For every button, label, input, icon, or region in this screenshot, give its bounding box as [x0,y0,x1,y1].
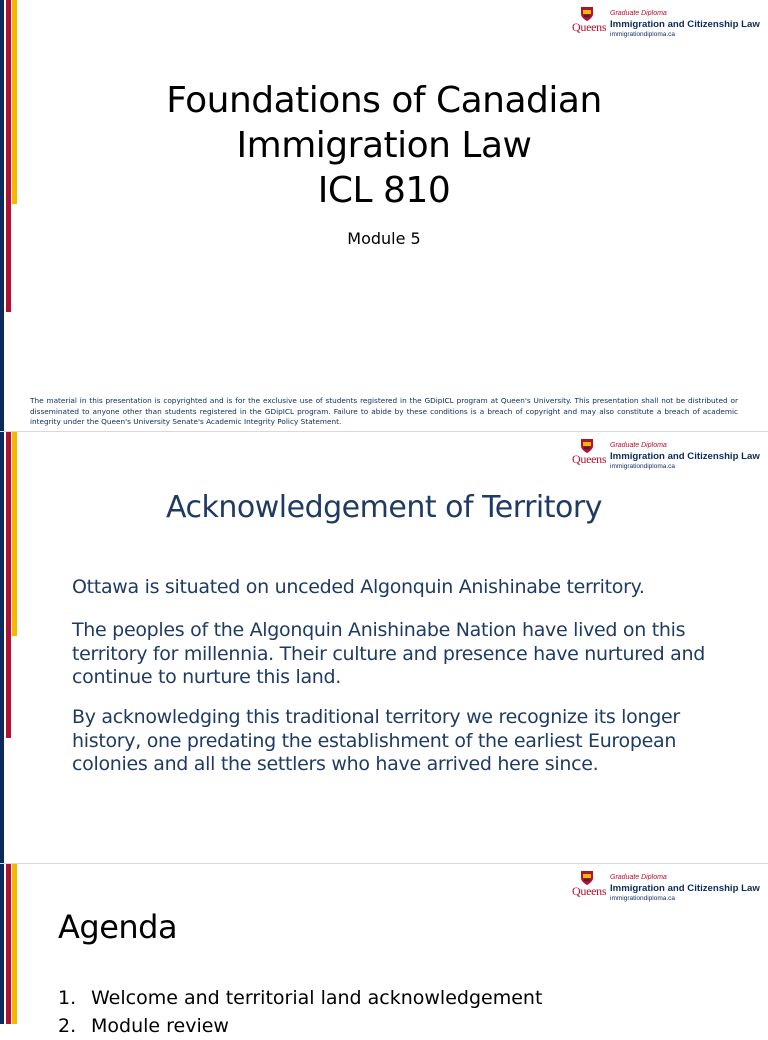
program-logo [572,868,762,918]
logo-url: immigrationdiploma.ca [610,31,676,38]
agenda-item-number: 2. [58,1015,77,1037]
agenda-item-text: Module review [91,1015,229,1037]
course-code: ICL 810 [317,170,451,211]
agenda-item [58,984,542,1012]
copyright-notice: The material in this presentation is copyrighted and is for the exclusive use of students registered in the GDipICL program at Queen's University. This presentation shall not be distributed or disseminated to anyone other than students registered in the GDipICL program. Failure to abide by these conditions is a breach of copyright and may also constitute a breach of academic integrity under the Queen's University Senate's Academic Integrity Policy Statement. [30,396,738,426]
acknowledgement-slide [0,432,768,864]
left-stripe-blue [0,0,4,432]
logo-program-name: Immigration and Citizenship Law [610,451,760,462]
logo-subtitle: Graduate Diploma [610,442,667,449]
acknowledgement-paragraph: Ottawa is situated on unceded Algonquin Anishinabe territory. [72,576,645,598]
course-title-line: Immigration Law [236,125,532,166]
logo-program-name: Immigration and Citizenship Law [610,19,760,30]
agenda-list [58,984,542,1040]
left-stripe-red [6,864,11,1024]
left-stripe-gold [12,864,17,1024]
logo-wordmark: Queens [572,884,607,898]
left-stripe-blue [0,864,4,1024]
logo-wordmark: Queens [572,452,607,466]
logo-url: immigrationdiploma.ca [610,895,676,902]
left-stripe-red [6,432,11,738]
logo-url: immigrationdiploma.ca [610,463,676,470]
acknowledgement-paragraph: By acknowledging this traditional territory we recognize its longer history, one predating the establishment of the earliest European colonies and all the settlers who have arrived here since. [72,706,680,775]
agenda-title: Agenda [58,908,178,946]
course-title-line: Foundations of Canadian [166,80,602,121]
agenda-slide [0,864,768,1037]
slide-title: Acknowledgement of Territory [166,490,602,525]
program-logo [572,436,762,486]
logo-subtitle: Graduate Diploma [610,10,667,17]
left-stripe-gold [12,432,17,636]
module-label: Module 5 [347,229,421,248]
agenda-item [58,1012,542,1040]
agenda-item-text: Welcome and territorial land acknowledgement [91,987,543,1009]
program-logo [572,4,762,54]
title-slide [0,0,768,432]
course-title [0,78,768,213]
acknowledgement-paragraph: The peoples of the Algonquin Anishinabe Nation have lived on this territory for millennia. Their culture and presence have nurtured and continue to nurture this land. [72,619,706,688]
logo-program-name: Immigration and Citizenship Law [610,883,760,894]
logo-wordmark: Queens [572,20,607,34]
logo-subtitle: Graduate Diploma [610,874,667,881]
agenda-item-number: 1. [58,987,77,1009]
